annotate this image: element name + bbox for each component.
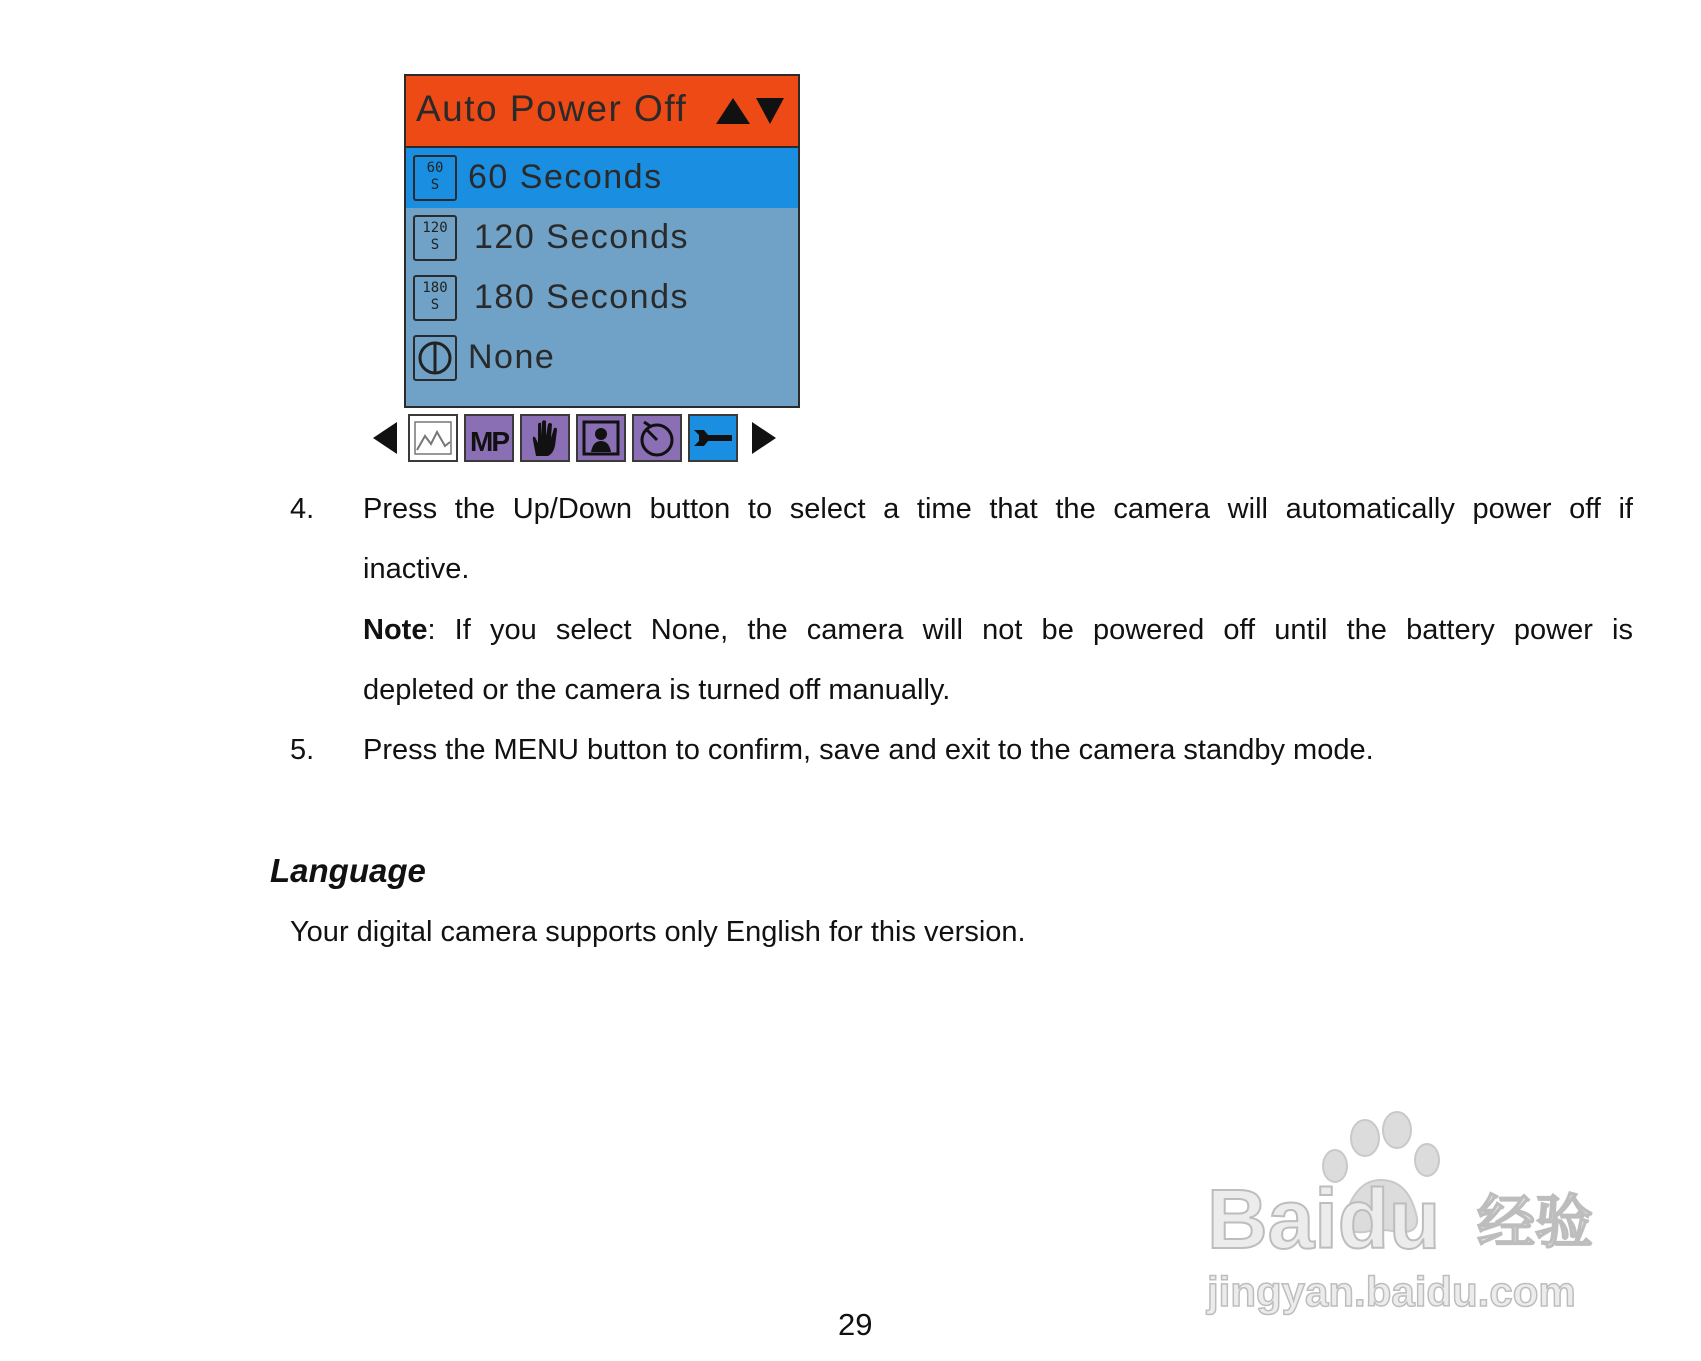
svg-text:MP: MP: [470, 426, 508, 457]
language-text: Your digital camera supports only English for this version.: [290, 916, 1026, 948]
scene-icon[interactable]: [408, 414, 458, 462]
step-5-text: Press the MENU button to confirm, save and exit to the camera standby mode.: [363, 734, 1374, 766]
step-number-5: 5.: [290, 734, 315, 766]
option-none[interactable]: [406, 328, 798, 388]
timer-icon[interactable]: [632, 414, 682, 462]
option-label: 60 Seconds: [468, 158, 663, 196]
svg-text:Baidu: Baidu: [1207, 1172, 1441, 1266]
180-seconds-icon: 180 S: [413, 275, 457, 321]
page-number: 29: [838, 1307, 873, 1342]
auto-power-off-menu: [404, 74, 800, 408]
power-icon: [413, 335, 457, 381]
megapixel-icon[interactable]: [464, 414, 514, 462]
arrow-up-icon[interactable]: [716, 98, 750, 124]
option-label: 120 Seconds: [474, 218, 689, 256]
svg-text:经验: 经验: [1477, 1188, 1594, 1256]
step-4-text: Press the Up/Down button to select a time that the camera will automatically power off if: [363, 493, 1633, 525]
step-4-text-continued: inactive.: [363, 553, 470, 585]
hand-icon[interactable]: [520, 414, 570, 462]
tab-left-arrow-icon[interactable]: [373, 422, 397, 454]
120-seconds-icon: 120 S: [413, 215, 457, 261]
menu-header: [406, 76, 798, 148]
option-120-seconds[interactable]: [406, 208, 798, 268]
step-number-4: 4.: [290, 493, 315, 525]
tab-right-arrow-icon[interactable]: [752, 422, 776, 454]
language-heading: Language: [270, 852, 426, 889]
note-paragraph: [363, 613, 1633, 647]
setup-wrench-icon[interactable]: [688, 414, 738, 462]
option-label: 180 Seconds: [474, 278, 689, 316]
portrait-icon[interactable]: [576, 414, 626, 462]
60-seconds-icon: 60 S: [413, 155, 457, 201]
note-label: Note: [363, 614, 428, 646]
note-text: : If you select None, the camera will not be powered off until the battery power is: [427, 614, 1633, 646]
baidu-jingyan-watermark: [1205, 1110, 1625, 1320]
arrow-down-icon[interactable]: [756, 98, 784, 124]
option-60-seconds[interactable]: [406, 148, 798, 208]
menu-title: Auto Power Off: [416, 88, 688, 129]
svg-text:jingyan.baidu.com: jingyan.baidu.com: [1207, 1268, 1576, 1315]
option-label: None: [468, 338, 556, 376]
note-text-continued: depleted or the camera is turned off manually.: [363, 674, 951, 706]
option-180-seconds[interactable]: [406, 268, 798, 328]
